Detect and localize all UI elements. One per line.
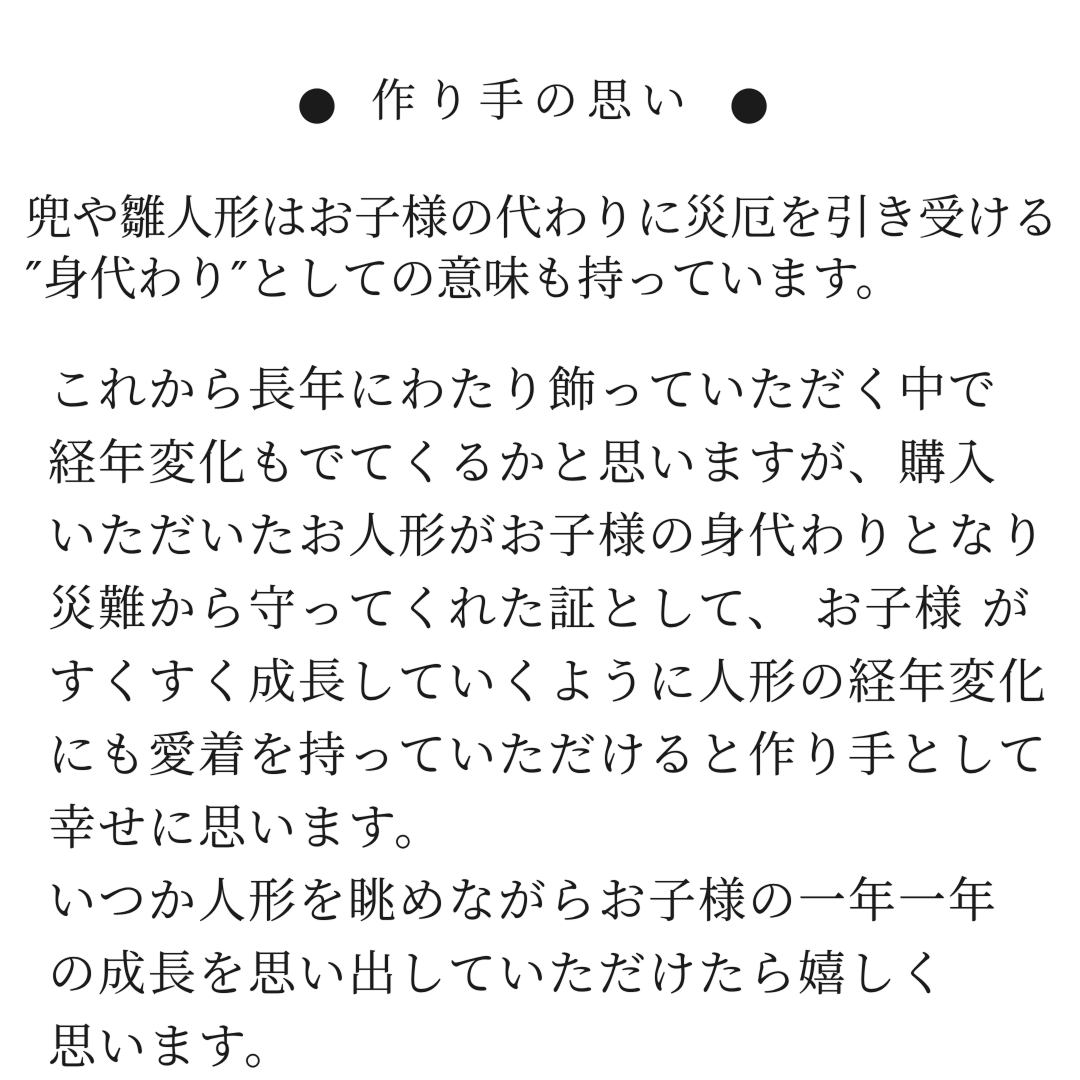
main-line: これから長年にわたり飾っていただく中で — [48, 362, 999, 418]
intro-paragraph — [25, 188, 1059, 310]
main-line: の成長を思い出していただけたら嬉しく — [48, 946, 949, 1002]
main-line: 経年変化もでてくるかと思いますが、購入 — [48, 435, 999, 491]
bullet-icon: ● — [729, 75, 770, 129]
main-paragraph — [48, 354, 1048, 1080]
bullet-icon: ● — [296, 75, 337, 129]
main-line: いただいたお人形がお子様の身代わりとなり — [48, 508, 1049, 564]
intro-line: 兜や雛人形はお子様の代わりに災厄を引き受ける — [25, 191, 1059, 246]
main-line: いつか人形を眺めながらお子様の一年一年 — [48, 873, 999, 929]
main-line: 思います。 — [48, 1019, 295, 1075]
page-title-text: 作り手の思い — [370, 74, 695, 127]
main-line: にも愛着を持っていただけると作り手として — [48, 727, 1049, 783]
intro-line: ″身代わり″としての意味も持っています。 — [25, 252, 903, 307]
main-line: 災難から守ってくれた証として、 お子様 が — [48, 581, 1032, 637]
main-line: 幸せに思います。 — [48, 800, 445, 856]
page-title — [0, 72, 1066, 131]
main-line: すくすく成長していくように人形の経年変化 — [48, 654, 1049, 710]
